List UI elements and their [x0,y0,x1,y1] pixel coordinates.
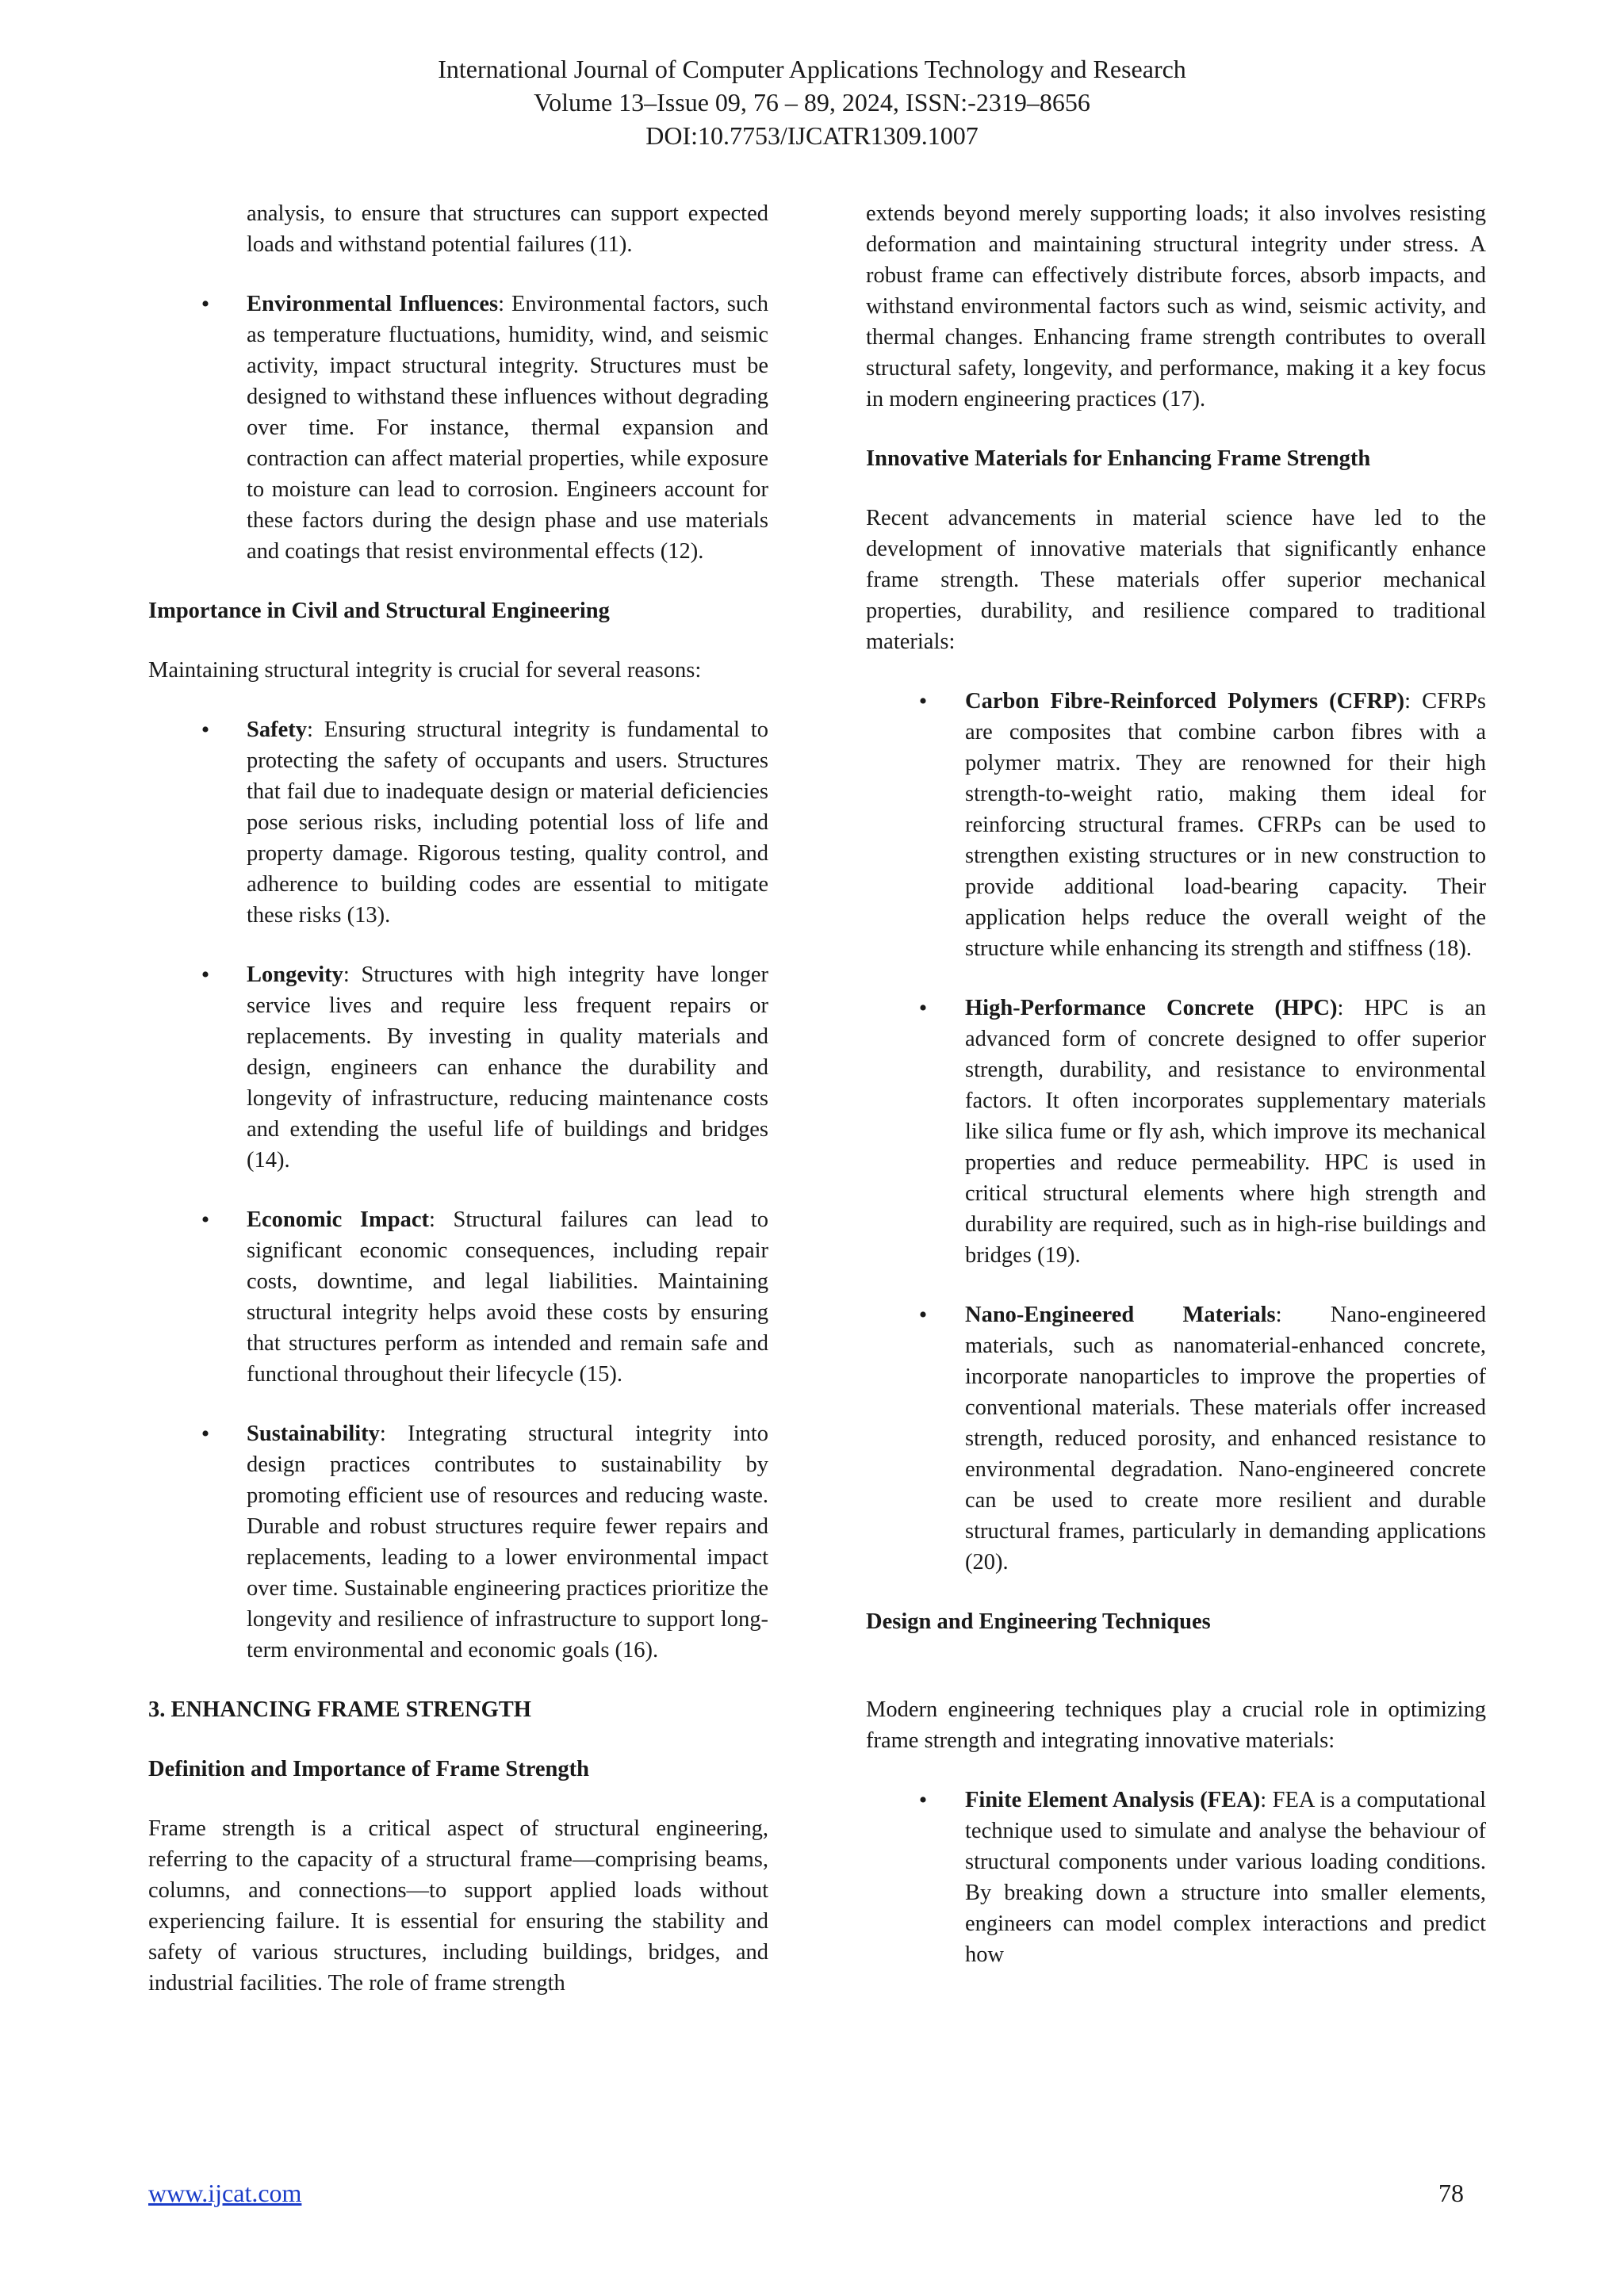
paragraph: Recent advancements in material science have led to the development of innovative materials that significantly enhance frame strength. These materials offer superior mechanical properties, durability, and resilience compared to traditional materials: [866,506,1486,654]
list-item-text: : Nano-engineered materials, such as nanomaterial-enhanced concrete, incorporate nanoparticles to improve the properties of conventional materials. These materials offer increased strength, reduced porosity, and enhanced resistance to environmental degradation. Nano-engineered concrete can be used to create more resilient and durable structural frames, particularly in demanding applications (20). [965,1303,1486,1575]
list-item [148,289,768,567]
bullet-icon: • [918,1302,928,1328]
subsection-heading: Innovative Materials for Enhancing Frame Strength [866,446,1371,471]
journal-doi: DOI:10.7753/IJCATR1309.1007 [645,121,979,150]
list-item-text: : CFRPs are composites that combine carbon fibres with a polymer matrix. They are renowned for their high strength-to-weight ratio, making them ideal for reinforcing structural frames. CFRPs can be used to strengthen existing structures or in new construction to provide additional load-bearing capacity. Their application helps reduce the overall weight of the structure while enhancing its strength and stiffness (18). [965,689,1486,961]
subsection-heading: Definition and Importance of Frame Strength [148,1757,589,1781]
bullet-icon: • [201,717,210,743]
journal-header [0,52,1624,152]
paragraph: extends beyond merely supporting loads; it also involves resisting deformation and maintaining structural integrity under stress. A robust frame can effectively distribute forces, absorb impacts, and withstand environmental factors such as wind, seismic activity, and thermal changes. Enhancing frame strength contributes to overall structural safety, longevity, and performance, making it a key focus in modern engineering practices (17). [866,201,1486,411]
list-item-text: : HPC is an advanced form of concrete designed to offer superior strength, durability, and resistance to environmental factors. It often incorporates supplementary materials like silica fume or fly ash, which improve its mechanical properties and reduce permeability. HPC is used in critical structural elements where high strength and durability are required, such as in high-rise buildings and bridges (19). [965,996,1486,1268]
paragraph: Frame strength is a critical aspect of structural engineering, referring to the capacity of a structural frame—comprising beams, columns, and connections—to support applied loads without experiencing failure. It is essential for ensuring the stability and safety of various structures, including buildings, bridges, and industrial facilities. The role of frame strength [148,1816,768,1996]
page-number: 78 [1438,2179,1464,2207]
bullet-icon: • [918,1787,928,1813]
list-item-term: Nano-Engineered Materials [965,1303,1276,1327]
paragraph: Modern engineering techniques play a crucial role in optimizing frame strength and integrating innovative materials: [866,1697,1486,1753]
materials-list [866,686,1486,1578]
list-item-text: : Environmental factors, such as temperature fluctuations, humidity, wind, and seismic activity, impact structural integrity. Structures must be designed to withstand these influences without degrading over time. For instance, thermal expansion and contraction can affect material properties, while exposure to moisture can lead to corrosion. Engineers account for these factors during the design phase and use materials and coatings that resist environmental effects (12). [247,292,768,564]
list-item-term: Economic Impact [247,1207,429,1232]
list-item-text: : FEA is a computational technique used to simulate and analyse the behaviour of structural components under various loading conditions. By breaking down a structure into smaller elements, engineers can model complex interactions and predict how [965,1788,1486,1967]
list-item-text: : Structural failures can lead to significant economic consequences, including repair costs, downtime, and legal liabilities. Maintaining structural integrity helps avoid these costs by ensuring that structures perform as intended and remain safe and functional throughout their lifecycle (15). [247,1207,768,1387]
right-column [866,198,1486,1999]
bullet-icon: • [918,688,928,714]
list-item [866,1299,1486,1578]
journal-website-link[interactable]: www.ijcat.com [148,2179,302,2207]
list-item [866,1785,1486,1970]
list-item-term: High-Performance Concrete (HPC) [965,996,1338,1020]
bullet-icon: • [201,962,210,988]
list-item-text: : Integrating structural integrity into design practices contributes to sustainability by promoting efficient use of resources and reducing waste. Durable and robust structures require fewer repairs and replacements, leading to a lower environmental impact over time. Sustainable engineering practices prioritize the longevity and resilience of infrastructure to support long-term environmental and economic goals (16). [247,1422,768,1663]
journal-volume: Volume 13–Issue 09, 76 – 89, 2024, ISSN:-2319–8656 [534,88,1090,117]
continued-bullet-text: analysis, to ensure that structures can support expected loads and withstand potential failures (11). [247,201,768,257]
section-heading: Importance in Civil and Structural Engineering [148,599,610,623]
bullet-icon: • [201,291,210,317]
list-item [148,959,768,1176]
list-item-text: : Structures with high integrity have longer service lives and require less frequent repairs or replacements. By investing in quality materials and design, engineers can enhance the durability and longevity of infrastructure, reducing maintenance costs and extending the useful life of buildings and bridges (14). [247,962,768,1173]
techniques-list [866,1785,1486,1970]
list-item [866,686,1486,964]
paragraph: Maintaining structural integrity is crucial for several reasons: [148,658,702,683]
list-item-term: Carbon Fibre-Reinforced Polymers (CFRP) [965,689,1405,714]
bullet-icon: • [201,1207,210,1233]
bullet-icon: • [918,995,928,1021]
list-item-term: Sustainability [247,1422,380,1446]
list-item [866,993,1486,1271]
left-column [148,198,768,2027]
list-item [148,714,768,931]
subsection-heading: Design and Engineering Techniques [866,1609,1211,1634]
list-item-term: Finite Element Analysis (FEA) [965,1788,1261,1812]
section-3-heading: 3. ENHANCING FRAME STRENGTH [148,1697,531,1722]
list-item-term: Environmental Influences [247,292,499,316]
list-item [148,1204,768,1390]
list-item-text: : Ensuring structural integrity is fundamental to protecting the safety of occupants and users. Structures that fail due to inadequate design or material deficiencies pose serious risks, including potential loss of life and property damage. Rigorous testing, quality control, and adherence to building codes are essential to mitigate these risks (13). [247,718,768,928]
list-item-term: Safety [247,718,307,742]
list-item [148,1418,768,1666]
bullet-icon: • [201,1421,210,1447]
environment-list [148,289,768,567]
importance-list [148,714,768,1666]
list-item-term: Longevity [247,962,343,987]
journal-title: International Journal of Computer Applications Technology and Research [438,55,1186,83]
